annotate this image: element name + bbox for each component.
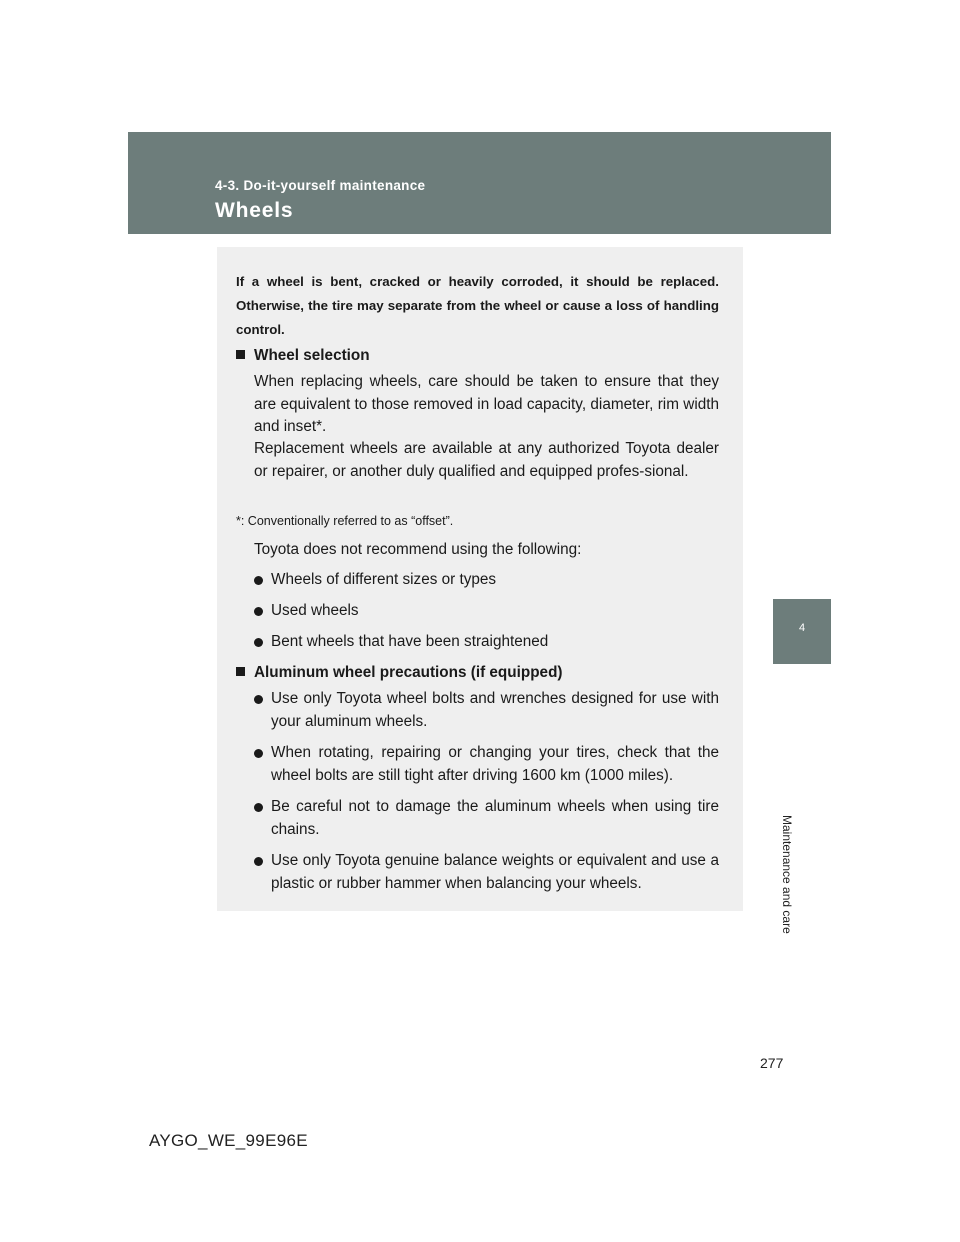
replacement-paragraph: Replacement wheels are available at any authorized Toyota dealer or repairer, or another duly qualified and equipped profes-sional. [254,440,719,480]
page-title: Wheels [215,199,294,222]
chapter-tab [773,599,831,664]
list-item [254,850,719,895]
bullet-icon [254,857,263,866]
list-item-text: Use only Toyota wheel bolts and wrenches designed for use with your aluminum wheels. [271,690,719,730]
wheel-selection-heading [236,345,720,368]
bullet-icon [254,576,263,585]
list-item-text: Use only Toyota genuine balance weights or equivalent and use a plastic or rubber hammer when balancing your wheels. [271,852,719,892]
square-bullet-icon [236,667,245,676]
square-bullet-icon [236,350,245,359]
list-item-text: Wheels of different sizes or types [271,571,497,588]
list-item [254,631,719,654]
list-item-text: When rotating, repairing or changing your tires, check that the wheel bolts are still tight after driving 1600 km (1000 miles). [271,744,719,784]
list-item-text: Bent wheels that have been straightened [271,633,549,650]
content-box [217,247,743,911]
bullet-icon [254,607,263,616]
list-item-text: Used wheels [271,602,359,619]
not-recommend-text: Toyota does not recommend using the following: [254,541,582,558]
aluminum-heading-text: Aluminum wheel precautions (if equipped) [254,664,563,681]
intro-text: If a wheel is bent, cracked or heavily corroded, it should be replaced. Otherwise, the tire may separate from the wheel or cause a loss of handling control. [236,274,719,337]
list-item [254,688,719,733]
bullet-icon [254,749,263,758]
list-item [254,742,719,787]
bullet-icon [254,803,263,812]
document-code: AYGO_WE_99E96E [149,1131,308,1150]
list-item [254,569,719,592]
wheel-selection-heading-text: Wheel selection [254,347,370,364]
aluminum-heading [236,662,720,685]
list-item [254,796,719,841]
page-number: 277 [760,1055,784,1071]
chapter-label: Maintenance and care [780,815,794,934]
wheel-selection-paragraph: When replacing wheels, care should be taken to ensure that they are equivalent to those removed in load capacity, diameter, rim width and inset*. [254,373,719,435]
chapter-label-container [776,670,798,934]
section-label: 4-3. Do-it-yourself maintenance [215,178,426,193]
chapter-number: 4 [798,622,806,634]
list-item [254,600,719,623]
footnote: *: Conventionally referred to as “offset”. [236,514,454,528]
bullet-icon [254,695,263,704]
list-item-text: Be careful not to damage the aluminum wheels when using tire chains. [271,798,719,838]
header-band [128,132,831,234]
bullet-icon [254,638,263,647]
